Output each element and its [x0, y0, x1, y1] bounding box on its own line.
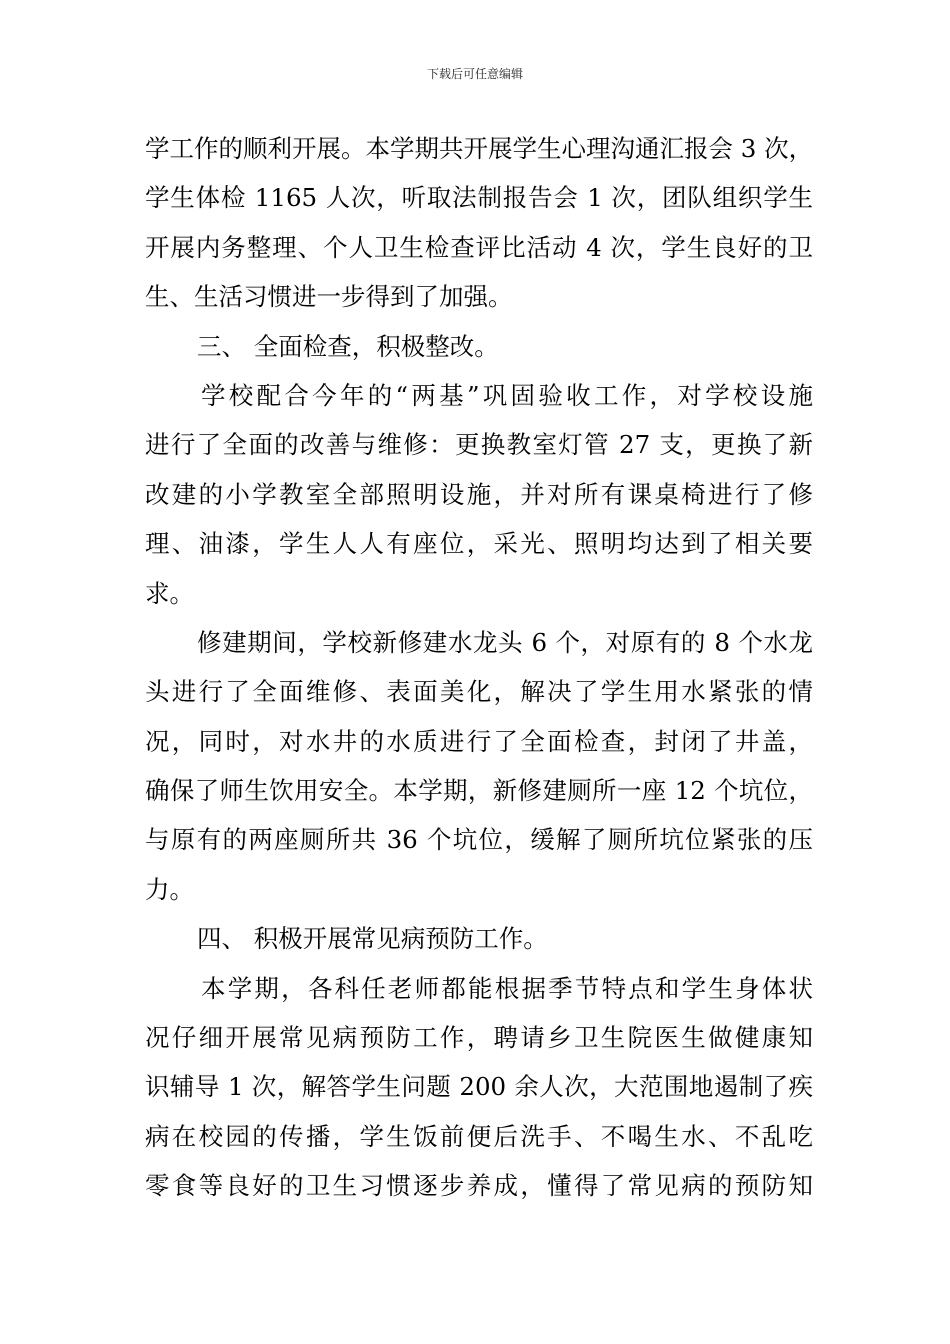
text-line: 学工作的顺利开展。本学期共开展学生心理沟通汇报会 3 次，	[145, 134, 814, 163]
text-line: 零食等良好的卫生习惯逐步养成，懂得了常见病的预防知	[145, 1171, 813, 1201]
text-line: 病在校园的传播，学生饭前便后洗手、不喝生水、不乱吃	[145, 1121, 813, 1151]
text-line: 求。	[145, 578, 194, 608]
text-line: 学生体检 1165 人次，听取法制报告会 1 次，团队组织学生	[145, 183, 813, 213]
text-line: 况仔细开展常见病预防工作，聘请乡卫生院医生做健康知	[145, 1023, 813, 1053]
text-line: 改建的小学教室全部照明设施，并对所有课桌椅进行了修	[145, 479, 813, 509]
text-line: 生、生活习惯进一步得到了加强。	[145, 282, 513, 312]
section-heading: 三、 全面检查，积极整改。	[197, 331, 499, 361]
page-header-note: 下载后可任意编辑	[426, 67, 523, 81]
text-line: 识辅导 1 次，解答学生问题 200 余人次，大范围地遏制了疾	[145, 1072, 813, 1102]
text-line: 确保了师生饮用安全。本学期，新修建厕所一座 12 个坑位，	[145, 776, 813, 806]
text-line: 进行了全面的改善与维修：更换教室灯管 27 支，更换了新	[145, 430, 813, 460]
section-heading: 四、 积极开展常见病预防工作。	[197, 924, 548, 954]
text-line: 力。	[145, 874, 194, 904]
text-line: 学校配合今年的“两基”巩固验收工作，对学校设施	[201, 380, 813, 410]
text-line: 理、油漆，学生人人有座位，采光、照明均达到了相关要	[145, 529, 813, 559]
body-text	[145, 124, 813, 1211]
text-line: 修建期间，学校新修建水龙头 6 个，对原有的 8 个水龙	[197, 627, 813, 657]
text-line: 本学期，各科任老师都能根据季节特点和学生身体状	[201, 973, 813, 1003]
text-line: 开展内务整理、个人卫生检查评比活动 4 次，学生良好的卫	[145, 232, 813, 262]
text-line: 况，同时，对水井的水质进行了全面检查，封闭了井盖，	[145, 726, 813, 756]
text-line: 头进行了全面维修、表面美化，解决了学生用水紧张的情	[145, 677, 813, 707]
text-line: 与原有的两座厕所共 36 个坑位，缓解了厕所坑位紧张的压	[145, 825, 813, 855]
